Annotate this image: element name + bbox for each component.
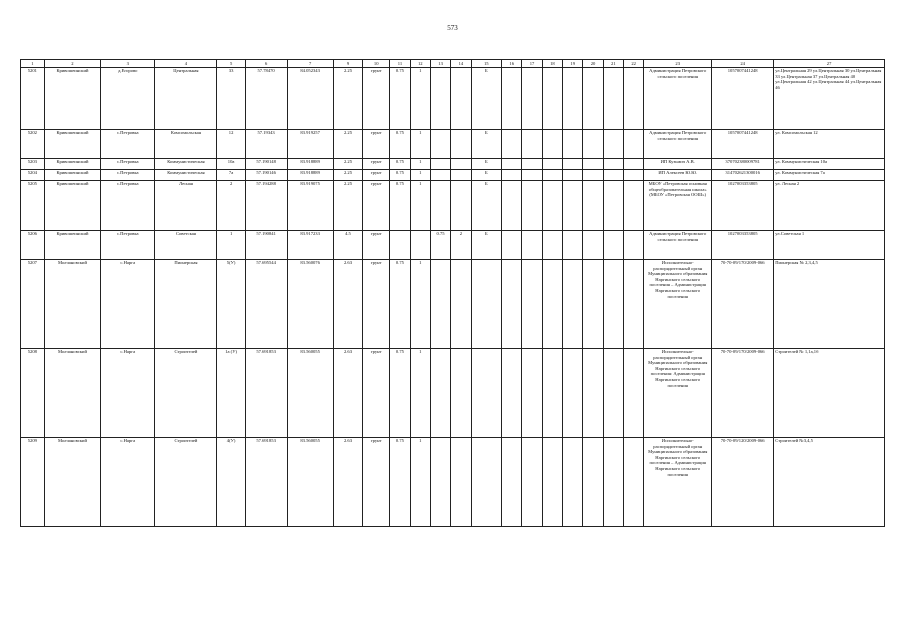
column-header: 11 <box>390 60 410 68</box>
table-cell <box>542 181 562 231</box>
column-header: 18 <box>542 60 562 68</box>
table-cell <box>522 170 542 181</box>
table-cell <box>542 349 562 438</box>
table-cell: с.Петровка <box>101 130 155 159</box>
table-cell <box>563 159 583 170</box>
table-cell <box>583 68 603 130</box>
table-cell <box>563 130 583 159</box>
table-cell: грунт <box>363 260 390 349</box>
table-cell: 4(У) <box>217 438 245 527</box>
table-cell <box>390 231 410 260</box>
table-cell <box>603 159 623 170</box>
table-cell: Пионерская № 2,3,4,5 <box>774 260 885 349</box>
table-cell: ул. Лесная 2 <box>774 181 885 231</box>
table-cell: Б <box>471 159 501 170</box>
table-cell <box>502 260 522 349</box>
table-cell <box>430 170 450 181</box>
table-cell: 10а <box>217 159 245 170</box>
table-cell <box>502 159 522 170</box>
table-cell: 0.75 <box>390 68 410 130</box>
table-cell: 5206 <box>21 231 45 260</box>
table-cell: Б <box>471 231 501 260</box>
table-cell: Б <box>471 130 501 159</box>
table-cell: 1 <box>410 130 430 159</box>
table-cell <box>583 231 603 260</box>
table-cell <box>451 68 471 130</box>
table-cell: Строителей №3,4,5 <box>774 438 885 527</box>
column-header: 3 <box>101 60 155 68</box>
column-header: 4 <box>155 60 217 68</box>
table-cell: 2.25 <box>333 68 362 130</box>
table-cell: 5208 <box>21 349 45 438</box>
table-cell <box>583 260 603 349</box>
table-cell: 1 <box>410 181 430 231</box>
column-header: 21 <box>603 60 623 68</box>
table-cell: 0.75 <box>390 181 410 231</box>
table-cell <box>603 260 623 349</box>
table-cell: с.Нарга <box>101 349 155 438</box>
table-cell: 57.78470 <box>245 68 287 130</box>
table-row <box>21 349 885 438</box>
table-cell: Коммунистическая <box>155 159 217 170</box>
page-number: 573 <box>447 24 458 32</box>
table-cell: 2.25 <box>333 159 362 170</box>
table-cell <box>583 170 603 181</box>
table-cell: грунт <box>363 159 390 170</box>
table-cell: Кривошеинский <box>44 159 100 170</box>
table-cell: 2 <box>451 231 471 260</box>
column-header: 19 <box>563 60 583 68</box>
table-cell: 57.190148 <box>245 159 287 170</box>
table-cell <box>563 260 583 349</box>
table-cell <box>430 260 450 349</box>
table-cell: Б <box>471 181 501 231</box>
table-cell <box>430 438 450 527</box>
table-cell <box>522 349 542 438</box>
table-cell: Центральная <box>155 68 217 130</box>
header-row <box>21 60 885 68</box>
table-cell: с.Нарга <box>101 260 155 349</box>
table-cell: Кривошеинский <box>44 170 100 181</box>
table-cell: 1 <box>410 159 430 170</box>
table-cell: 5205 <box>21 181 45 231</box>
table-cell <box>410 231 430 260</box>
table-cell <box>542 159 562 170</box>
table-cell: Коммунистическая <box>155 170 217 181</box>
table-row <box>21 170 885 181</box>
table-cell <box>583 438 603 527</box>
table-cell: 5201 <box>21 68 45 130</box>
table-cell: Б <box>471 170 501 181</box>
table-cell: Кривошеинский <box>44 181 100 231</box>
column-header: 14 <box>451 60 471 68</box>
table-cell <box>542 231 562 260</box>
table-cell <box>502 181 522 231</box>
table-cell: Б <box>471 68 501 130</box>
table-cell: 70-70-09/170/2009-066 <box>712 260 774 349</box>
table-cell: 0.75 <box>430 231 450 260</box>
table-row <box>21 438 885 527</box>
table-cell <box>430 181 450 231</box>
table-cell <box>430 68 450 130</box>
table-cell: Исполнительно-распорядительный орган Муниципального образования Наргинского сельского поселения: Администрация Наргинского сельского поселения <box>644 349 712 438</box>
table-cell <box>603 170 623 181</box>
table-cell <box>502 130 522 159</box>
table-cell <box>522 438 542 527</box>
table-cell <box>451 438 471 527</box>
table-cell <box>430 130 450 159</box>
column-header: 15 <box>471 60 501 68</box>
column-header: 6 <box>245 60 287 68</box>
table-cell: 1 <box>410 438 430 527</box>
table-cell: 2.63 <box>333 260 362 349</box>
table-cell: 5207 <box>21 260 45 349</box>
table-cell <box>451 260 471 349</box>
column-header: 12 <box>410 60 430 68</box>
table-cell: 0.75 <box>390 130 410 159</box>
table-cell <box>583 130 603 159</box>
table-cell: 83.560055 <box>287 349 333 438</box>
table-cell: ИП Кузьмич А.В. <box>644 159 712 170</box>
column-header: 10 <box>363 60 390 68</box>
table-cell: Строителей № 1,1а,1б <box>774 349 885 438</box>
table-cell: 5(У) <box>217 260 245 349</box>
table-cell <box>624 181 644 231</box>
table-cell <box>522 260 542 349</box>
table-cell: 12 <box>217 130 245 159</box>
table-cell <box>502 349 522 438</box>
table-cell <box>603 130 623 159</box>
column-header: 5 <box>217 60 245 68</box>
table-cell: 0.75 <box>390 170 410 181</box>
table-cell: 0.75 <box>390 260 410 349</box>
table-cell <box>563 438 583 527</box>
table-cell <box>471 349 501 438</box>
table-cell <box>624 159 644 170</box>
table-cell <box>522 159 542 170</box>
table-row <box>21 159 885 170</box>
table-cell <box>624 349 644 438</box>
table-cell: 57.695544 <box>245 260 287 349</box>
table-cell <box>542 260 562 349</box>
table-row <box>21 181 885 231</box>
table-cell: ул. Коммунистическая 7а <box>774 170 885 181</box>
table-cell: 5202 <box>21 130 45 159</box>
table-cell <box>583 349 603 438</box>
table-cell: грунт <box>363 181 390 231</box>
table-cell: 83.918889 <box>287 159 333 170</box>
column-header: 27 <box>774 60 885 68</box>
table-cell <box>502 170 522 181</box>
table-cell <box>603 231 623 260</box>
table-cell: 83.560055 <box>287 438 333 527</box>
column-header: 1 <box>21 60 45 68</box>
column-header: 7 <box>287 60 333 68</box>
table-cell: Администрация Петровского сельского поселения <box>644 231 712 260</box>
table-cell: грунт <box>363 438 390 527</box>
register-table <box>20 59 885 527</box>
table-cell <box>451 170 471 181</box>
table-cell: 33 <box>217 68 245 130</box>
table-cell: грунт <box>363 130 390 159</box>
table-cell: 0.75 <box>390 349 410 438</box>
table-cell: 370702380009781 <box>712 159 774 170</box>
table-cell: грунт <box>363 68 390 130</box>
table-row <box>21 260 885 349</box>
table-cell: 1057007441248 <box>712 68 774 130</box>
table-cell: 57.691853 <box>245 438 287 527</box>
table-cell <box>624 130 644 159</box>
table-cell: Молчановский <box>44 260 100 349</box>
table-cell <box>624 170 644 181</box>
table-cell: 2.63 <box>333 349 362 438</box>
table-cell: 70-70-09/120/2009-066 <box>712 438 774 527</box>
table-cell <box>583 159 603 170</box>
table-cell: ул. Комсомольская 12 <box>774 130 885 159</box>
table-cell: МБОУ «Петровская основная общеобразовательная школа» (МБОУ «Петровская ООШ») <box>644 181 712 231</box>
column-header: 22 <box>624 60 644 68</box>
table-cell: 1 <box>217 231 245 260</box>
column-header: 2 <box>44 60 100 68</box>
table-cell: д.Егорово <box>101 68 155 130</box>
table-row <box>21 231 885 260</box>
table-cell <box>502 231 522 260</box>
table-cell <box>624 438 644 527</box>
table-cell: 84.052343 <box>287 68 333 130</box>
table-cell: 2.25 <box>333 130 362 159</box>
table-cell <box>563 170 583 181</box>
table-cell: 1027003353805 <box>712 181 774 231</box>
table-cell: Администрация Петровского сельского поселения <box>644 130 712 159</box>
table-cell: Администрация Петровского сельского поселения <box>644 68 712 130</box>
table-cell: ИП Алексеев Ю.Ю. <box>644 170 712 181</box>
table-cell <box>522 181 542 231</box>
table-cell: Советская <box>155 231 217 260</box>
table-cell: с.Петровка <box>101 231 155 260</box>
table-cell: 2.25 <box>333 170 362 181</box>
table-cell: 1 <box>410 260 430 349</box>
column-header: 24 <box>712 60 774 68</box>
table-cell: ул. Коммунистическая 10а <box>774 159 885 170</box>
column-header: 23 <box>644 60 712 68</box>
table-cell: Кривошеинский <box>44 130 100 159</box>
table-cell <box>451 349 471 438</box>
table-cell <box>451 130 471 159</box>
table-cell <box>522 231 542 260</box>
table-cell: 314702621300016 <box>712 170 774 181</box>
table-cell: 0.75 <box>390 438 410 527</box>
table-cell: Комсомольская <box>155 130 217 159</box>
table-cell: Исполнительно-распорядительный орган Муниципального образования Наргинского сельского поселения – Администрация Наргинского сельского поселения <box>644 438 712 527</box>
table-cell: 83.919075 <box>287 181 333 231</box>
table-cell: Строителей <box>155 349 217 438</box>
table-row <box>21 68 885 130</box>
table-cell: 2.63 <box>333 438 362 527</box>
table-cell: Пионерская <box>155 260 217 349</box>
table-cell <box>542 438 562 527</box>
table-cell <box>471 260 501 349</box>
table-cell: 57.19343 <box>245 130 287 159</box>
table-cell <box>542 68 562 130</box>
table-cell: Кривошеинский <box>44 68 100 130</box>
table-cell <box>471 438 501 527</box>
table-cell: 83.918889 <box>287 170 333 181</box>
table-cell: Лесная <box>155 181 217 231</box>
table-cell <box>430 159 450 170</box>
table-cell <box>624 68 644 130</box>
table-cell <box>563 349 583 438</box>
table-cell: с.Петровка <box>101 159 155 170</box>
table-cell <box>563 181 583 231</box>
table-cell: 2.25 <box>333 181 362 231</box>
table-cell: ул.Советская 1 <box>774 231 885 260</box>
table-cell <box>522 68 542 130</box>
column-header: 9 <box>333 60 362 68</box>
table-cell: грунт <box>363 349 390 438</box>
table-cell: 1 <box>410 68 430 130</box>
table-cell <box>563 68 583 130</box>
table-cell: грунт <box>363 231 390 260</box>
table-cell: 2 <box>217 181 245 231</box>
table-cell: 1 <box>410 349 430 438</box>
table-cell: Исполнительно-распорядительный орган Муниципального образования Наргинского сельского поселения – Администрация Наргинского сельского поселения <box>644 260 712 349</box>
table-cell: 57.190841 <box>245 231 287 260</box>
table-cell: 57.190146 <box>245 170 287 181</box>
table-cell: 83.560076 <box>287 260 333 349</box>
table-cell: ул.Центральная 29 ул.Центральная 30 ул.Центральная 33 ул.Центральная 37 ул.Центральная 40 ул.Центральная 42 ул.Центральная 44 ул.Центральная 46 <box>774 68 885 130</box>
table-cell: 7а <box>217 170 245 181</box>
table-cell <box>624 260 644 349</box>
table-cell <box>502 438 522 527</box>
table-cell: 5209 <box>21 438 45 527</box>
table-cell <box>451 181 471 231</box>
table-cell <box>522 130 542 159</box>
column-header: 17 <box>522 60 542 68</box>
table-cell: 4.5 <box>333 231 362 260</box>
table-cell: с.Нарга <box>101 438 155 527</box>
table-cell: 57.194288 <box>245 181 287 231</box>
table-cell: 70-70-09/170/2009-066 <box>712 349 774 438</box>
table-cell: с.Петровка <box>101 181 155 231</box>
table-cell: 83.919257 <box>287 130 333 159</box>
table-cell: 1 <box>410 170 430 181</box>
table-cell: 57.691853 <box>245 349 287 438</box>
column-header: 13 <box>430 60 450 68</box>
table-cell: Строителей <box>155 438 217 527</box>
table-cell: 1057007441248 <box>712 130 774 159</box>
table-row <box>21 130 885 159</box>
table-cell: 5203 <box>21 159 45 170</box>
table-cell <box>542 130 562 159</box>
table-cell <box>542 170 562 181</box>
table-cell: Кривошеинский <box>44 231 100 260</box>
table-cell: 1а (У) <box>217 349 245 438</box>
table-cell <box>603 181 623 231</box>
table-cell <box>563 231 583 260</box>
table-cell: Молчановский <box>44 349 100 438</box>
table-cell <box>430 349 450 438</box>
table-cell: с.Петровка <box>101 170 155 181</box>
table-cell: 0.75 <box>390 159 410 170</box>
table-cell: Молчановский <box>44 438 100 527</box>
table-cell <box>624 231 644 260</box>
table-cell: 83.917233 <box>287 231 333 260</box>
table-cell: 1027003353805 <box>712 231 774 260</box>
column-header: 16 <box>502 60 522 68</box>
table-cell <box>451 159 471 170</box>
table-cell <box>603 68 623 130</box>
table-cell: 5204 <box>21 170 45 181</box>
table-cell: грунт <box>363 170 390 181</box>
table-cell <box>502 68 522 130</box>
table-cell <box>583 181 603 231</box>
table-cell <box>603 438 623 527</box>
column-header: 20 <box>583 60 603 68</box>
table-cell <box>603 349 623 438</box>
